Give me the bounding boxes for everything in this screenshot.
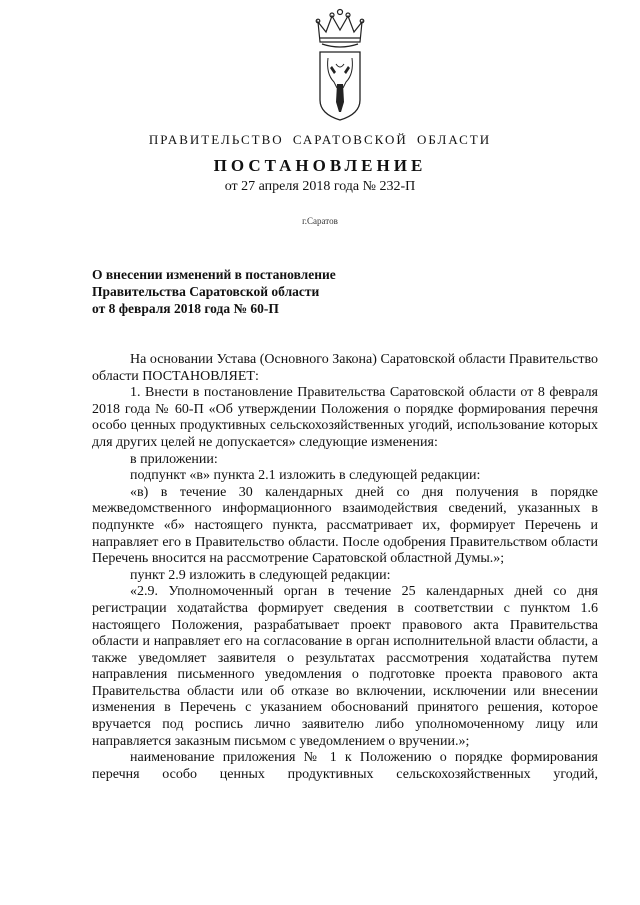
government-name: ПРАВИТЕЛЬСТВО САРАТОВСКОЙ ОБЛАСТИ bbox=[148, 132, 492, 147]
document-body bbox=[92, 352, 598, 783]
body-paragraph: в приложении: bbox=[130, 451, 218, 467]
body-paragraph: подпункт «в» пункта 2.1 изложить в следующей редакции: bbox=[130, 468, 481, 484]
subject-line: О внесении изменений в постановление bbox=[92, 267, 336, 282]
document-city: г.Саратов bbox=[302, 216, 338, 226]
body-paragraph: На основании Устава (Основного Закона) Саратовской области Правительство области ПОСТАНОВЛЯЕТ: bbox=[92, 352, 598, 384]
body-paragraph: «2.9. Уполномоченный орган в течение 25 календарных дней со дня регистрации ходатайства формирует сведения в соответствии с пунктом 1.6 настоящего Положения, разрабатывает проект правового акта Правительства области и направляет его на согласование в орган исполнительной власти области, а также уведомляет заявителя о результатах рассмотрения ходатайства путем направления письменного уведомления о подготовке проекта правового акта Правительства области или об отказе во включении, исключении или внесении изменения в Перечень с указанием обоснований принятого решения, которое вручается под роспись лично заявителю либо уполномоченному лицу или направляется заказным письмом с уведомлением о вручении.»; bbox=[92, 584, 598, 749]
subject-line: от 8 февраля 2018 года № 60-П bbox=[92, 301, 279, 316]
body-paragraph: 1. Внести в постановление Правительства Саратовской области от 8 февраля 2018 года № 60-П «Об утверждении Положения о порядке формирования перечня особо ценных продуктивных сельскохозяйственных угодий, использование которых для других целей не допускается» следующие изменения: bbox=[92, 385, 598, 450]
body-paragraph: наименование приложения № 1 к Положению о порядке формирования перечня особо ценных продуктивных сельскохозяйственных угодий, bbox=[92, 750, 598, 782]
body-paragraph: пункт 2.9 изложить в следующей редакции: bbox=[130, 567, 391, 583]
document-subject bbox=[92, 266, 336, 317]
document-type-title: ПОСТАНОВЛЕНИЕ bbox=[213, 156, 427, 175]
document-date-number: от 27 апреля 2018 года № 232-П bbox=[224, 179, 416, 194]
coat-of-arms-icon bbox=[310, 8, 370, 124]
body-paragraph: «в) в течение 30 календарных дней со дня получения в порядке межведомственного информационного взаимодействия сведений, указанных в подпункте «б» настоящего пункта, рассматривает их, формирует Перечень и направляет его в Правительство области. После одобрения Правительством области Перечень вносится на рассмотрение Саратовской областной Думы.»; bbox=[92, 484, 598, 567]
subject-line: Правительства Саратовской области bbox=[92, 284, 320, 299]
